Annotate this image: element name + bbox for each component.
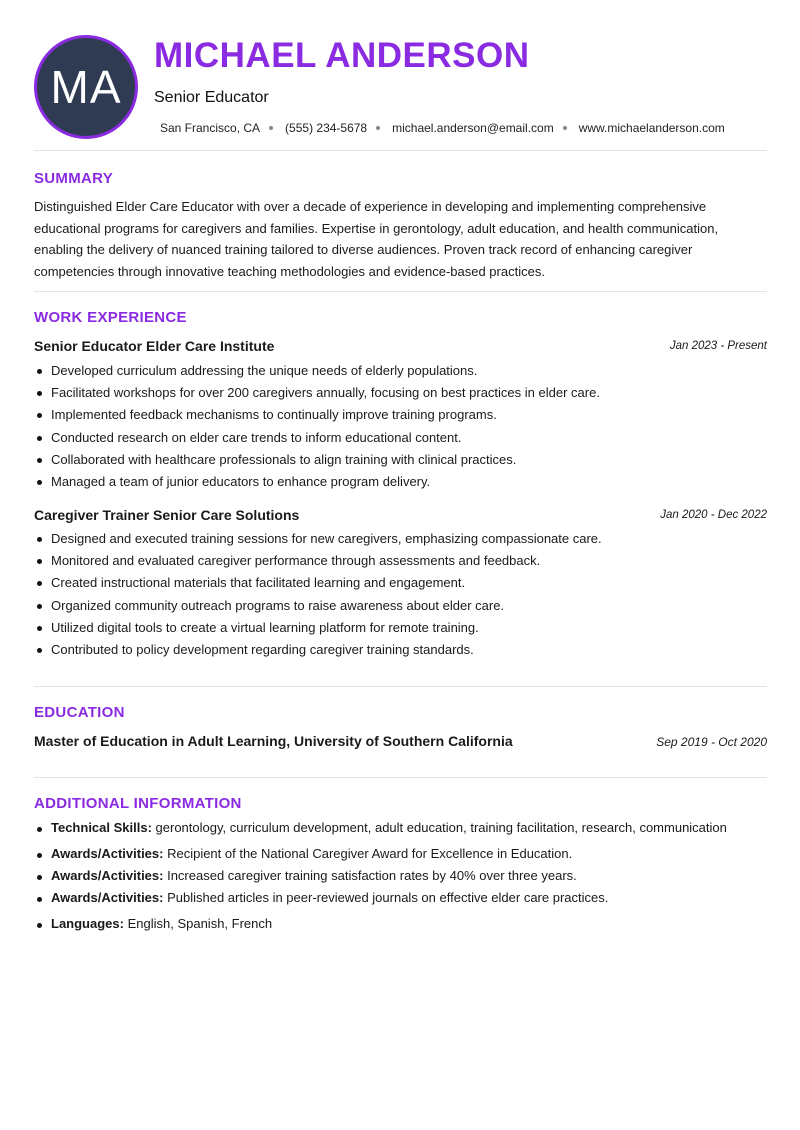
item-label: Awards/Activities: xyxy=(51,868,164,883)
item-label: Languages: xyxy=(51,916,124,931)
contact-email[interactable]: michael.anderson@email.com xyxy=(392,121,554,135)
separator-dot xyxy=(269,126,273,130)
separator-dot xyxy=(376,126,380,130)
list-item: Utilized digital tools to create a virtual learning platform for remote training. xyxy=(34,617,767,639)
list-item: Designed and executed training sessions for new caregivers, emphasizing compassionate care. xyxy=(34,528,767,550)
list-item: Collaborated with healthcare professionals to align training with clinical practices. xyxy=(34,449,767,471)
job-header xyxy=(34,507,767,527)
list-item: Organized community outreach programs to raise awareness about elder care. xyxy=(34,595,767,617)
list-item xyxy=(34,890,769,916)
contact-line xyxy=(160,121,725,135)
item-text: Published articles in peer-reviewed journals on effective elder care practices. xyxy=(163,890,609,905)
item-text: Increased caregiver training satisfaction rates by 40% over three years. xyxy=(163,868,577,883)
job-bullets xyxy=(34,360,767,493)
job-header xyxy=(34,338,767,358)
list-item: Developed curriculum addressing the unique needs of elderly populations. xyxy=(34,360,767,382)
list-item: Conducted research on elder care trends to inform educational content. xyxy=(34,427,767,449)
list-item: Contributed to policy development regarding caregiver training standards. xyxy=(34,639,767,661)
separator-dot xyxy=(563,126,567,130)
degree-title: Master of Education in Adult Learning, University of Southern California xyxy=(34,733,513,749)
item-label: Technical Skills: xyxy=(51,820,152,835)
list-item: Implemented feedback mechanisms to continually improve training programs. xyxy=(34,404,767,426)
divider xyxy=(34,291,767,292)
contact-phone: (555) 234-5678 xyxy=(285,121,368,135)
job-title: Caregiver Trainer Senior Care Solutions xyxy=(34,507,300,523)
avatar xyxy=(34,35,138,139)
job-title: Senior Educator Elder Care Institute xyxy=(34,338,275,354)
item-label: Awards/Activities: xyxy=(51,846,164,861)
list-item: Monitored and evaluated caregiver performance through assessments and feedback. xyxy=(34,550,767,572)
item-text: English, Spanish, French xyxy=(123,916,273,931)
education-date: Sep 2019 - Oct 2020 xyxy=(656,735,767,749)
list-item xyxy=(34,868,769,890)
divider xyxy=(34,777,767,778)
list-item: Created instructional materials that facilitated learning and engagement. xyxy=(34,572,767,594)
list-item xyxy=(34,846,769,868)
item-label: Awards/Activities: xyxy=(51,890,164,905)
divider xyxy=(34,686,767,687)
job-bullets xyxy=(34,528,767,661)
avatar-initials: MA xyxy=(50,61,122,113)
education-heading: EDUCATION xyxy=(34,704,125,721)
additional-heading: ADDITIONAL INFORMATION xyxy=(34,795,242,812)
divider xyxy=(34,150,767,151)
summary-heading: SUMMARY xyxy=(34,170,114,187)
contact-website[interactable]: www.michaelanderson.com xyxy=(578,121,725,135)
item-text: Recipient of the National Caregiver Award for Excellence in Education. xyxy=(163,846,573,861)
job-date: Jan 2020 - Dec 2022 xyxy=(660,509,767,521)
experience-heading: WORK EXPERIENCE xyxy=(34,309,187,326)
summary-text: Distinguished Elder Care Educator with over a decade of experience in developing and implementing comprehensive educational programs for caregivers and families. Expertise in gerontology, adult education, and health communication, enabling the delivery of nuanced training tailored to diverse audiences. Proven track record of enhancing caregiver competencies through innovative teaching methodologies and evidence-based practices. xyxy=(34,199,719,279)
list-item: Facilitated workshops for over 200 caregivers annually, focusing on best practices in elder care. xyxy=(34,382,767,404)
list-item: Managed a team of junior educators to enhance program delivery. xyxy=(34,471,767,493)
candidate-name: MICHAEL ANDERSON xyxy=(154,36,530,75)
education-entry xyxy=(34,733,767,753)
list-item xyxy=(34,916,769,938)
additional-list xyxy=(34,820,769,938)
contact-location: San Francisco, CA xyxy=(160,121,261,135)
list-item xyxy=(34,820,769,846)
job-date: Jan 2023 - Present xyxy=(669,340,767,352)
item-text: gerontology, curriculum development, adult education, training facilitation, research, communication xyxy=(151,820,727,835)
candidate-role: Senior Educator xyxy=(154,89,269,106)
